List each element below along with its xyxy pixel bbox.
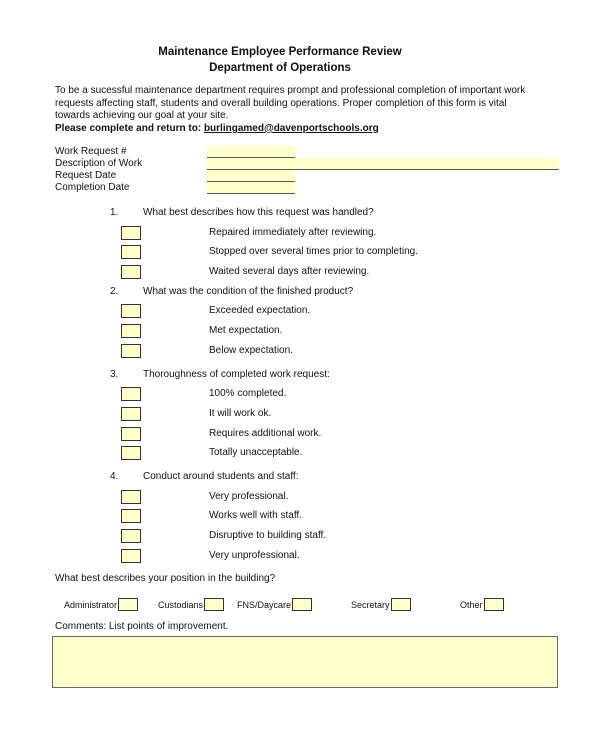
- option-checkbox[interactable]: [121, 490, 141, 504]
- question-number: 2.: [110, 285, 119, 297]
- option-row[interactable]: [0, 384, 600, 404]
- form-subtitle: Department of Operations: [209, 62, 351, 74]
- question-2: [0, 282, 600, 302]
- position-checkbox[interactable]: [391, 598, 411, 611]
- label-description: Description of Work: [55, 158, 143, 169]
- work-request-field[interactable]: [207, 146, 295, 158]
- option-row[interactable]: [0, 404, 600, 424]
- intro-text: [55, 85, 535, 135]
- option-row[interactable]: [0, 424, 600, 444]
- position-label: Custodians: [158, 599, 204, 610]
- option-checkbox[interactable]: [121, 304, 141, 318]
- label-work-request: Work Request #: [55, 146, 127, 157]
- option-label: Works well with staff.: [209, 510, 302, 522]
- comments-box[interactable]: [52, 636, 558, 688]
- option-checkbox[interactable]: [121, 265, 141, 279]
- option-checkbox[interactable]: [121, 549, 141, 563]
- option-label: It will work ok.: [209, 407, 272, 419]
- option-label: Disruptive to building staff.: [209, 530, 327, 541]
- position-label: Administrator: [64, 599, 118, 610]
- question-number: 3.: [110, 368, 119, 380]
- option-checkbox[interactable]: [121, 509, 141, 523]
- intro-paragraph: To be a sucessful maintenance department requires prompt and professional completion of important work requests affecting staff, students and overall building operations. Proper completion of this form is vital towards achieving our goal at your site.: [55, 85, 526, 122]
- position-other[interactable]: [460, 598, 504, 611]
- option-row[interactable]: [0, 341, 600, 361]
- questions: [0, 203, 600, 565]
- option-row[interactable]: [0, 223, 600, 243]
- position-label: Other: [460, 599, 483, 610]
- option-row[interactable]: [0, 262, 600, 282]
- position-label: FNS/Daycare: [237, 599, 292, 610]
- option-checkbox[interactable]: [121, 324, 141, 338]
- question-text: Thoroughness of completed work request:: [143, 368, 330, 380]
- question-1: [0, 203, 600, 223]
- option-row[interactable]: [0, 526, 600, 546]
- option-row[interactable]: [0, 443, 600, 463]
- option-label: Totally unacceptable.: [209, 447, 303, 459]
- position-label: Secretary: [351, 599, 390, 610]
- label-completion-date: Completion Date: [55, 182, 130, 193]
- return-label: Please complete and return to:: [55, 122, 202, 134]
- description-field[interactable]: [207, 158, 559, 170]
- option-label: 100% completed.: [209, 388, 287, 400]
- option-checkbox[interactable]: [121, 387, 141, 401]
- position-checkbox[interactable]: [118, 598, 138, 611]
- comments-label: Comments: List points of improvement.: [55, 621, 229, 632]
- option-label: Repaired immediately after reviewing.: [209, 226, 377, 238]
- position-checkbox[interactable]: [204, 598, 224, 611]
- question-number: 1.: [110, 207, 119, 218]
- completion-date-field[interactable]: [207, 182, 295, 194]
- position-secretary[interactable]: [351, 598, 411, 611]
- question-3: [0, 365, 600, 385]
- option-label: Stopped over several times prior to completing.: [209, 246, 418, 258]
- option-label: Met expectation.: [209, 325, 283, 337]
- position-question: What best describes your position in the building?: [55, 573, 276, 584]
- position-checkbox[interactable]: [484, 598, 504, 611]
- position-custodians[interactable]: [158, 598, 224, 611]
- question-text: What was the condition of the finished product?: [143, 285, 354, 297]
- question-text: What best describes how this request was handled?: [143, 207, 374, 218]
- position-fns-daycare[interactable]: [237, 598, 312, 611]
- option-checkbox[interactable]: [121, 446, 141, 460]
- position-administrator[interactable]: [64, 598, 138, 611]
- option-row[interactable]: [0, 487, 600, 507]
- option-row[interactable]: [0, 242, 600, 262]
- option-row[interactable]: [0, 546, 600, 566]
- option-checkbox[interactable]: [121, 344, 141, 358]
- option-checkbox[interactable]: [121, 226, 141, 240]
- request-date-field[interactable]: [207, 170, 295, 182]
- option-checkbox[interactable]: [121, 427, 141, 441]
- option-checkbox[interactable]: [121, 245, 141, 259]
- option-checkbox[interactable]: [121, 529, 141, 543]
- question-4: [0, 467, 600, 487]
- label-request-date: Request Date: [55, 170, 117, 181]
- option-row[interactable]: [0, 321, 600, 341]
- option-label: Below expectation.: [209, 344, 293, 356]
- option-label: Waited several days after reviewing.: [209, 266, 370, 278]
- form-title: Maintenance Employee Performance Review: [158, 46, 402, 58]
- option-row[interactable]: [0, 506, 600, 526]
- question-text: Conduct around students and staff:: [143, 470, 299, 482]
- option-label: Very unprofessional.: [209, 549, 300, 561]
- option-row[interactable]: [0, 301, 600, 321]
- option-label: Requires additional work.: [209, 427, 322, 439]
- option-label: Exceeded expectation.: [209, 305, 311, 317]
- option-label: Very professional.: [209, 490, 289, 502]
- position-checkbox[interactable]: [292, 598, 312, 611]
- option-checkbox[interactable]: [121, 407, 141, 421]
- question-number: 4.: [110, 470, 119, 482]
- return-email-link[interactable]: burlingamed@davenportschools.org: [203, 122, 379, 134]
